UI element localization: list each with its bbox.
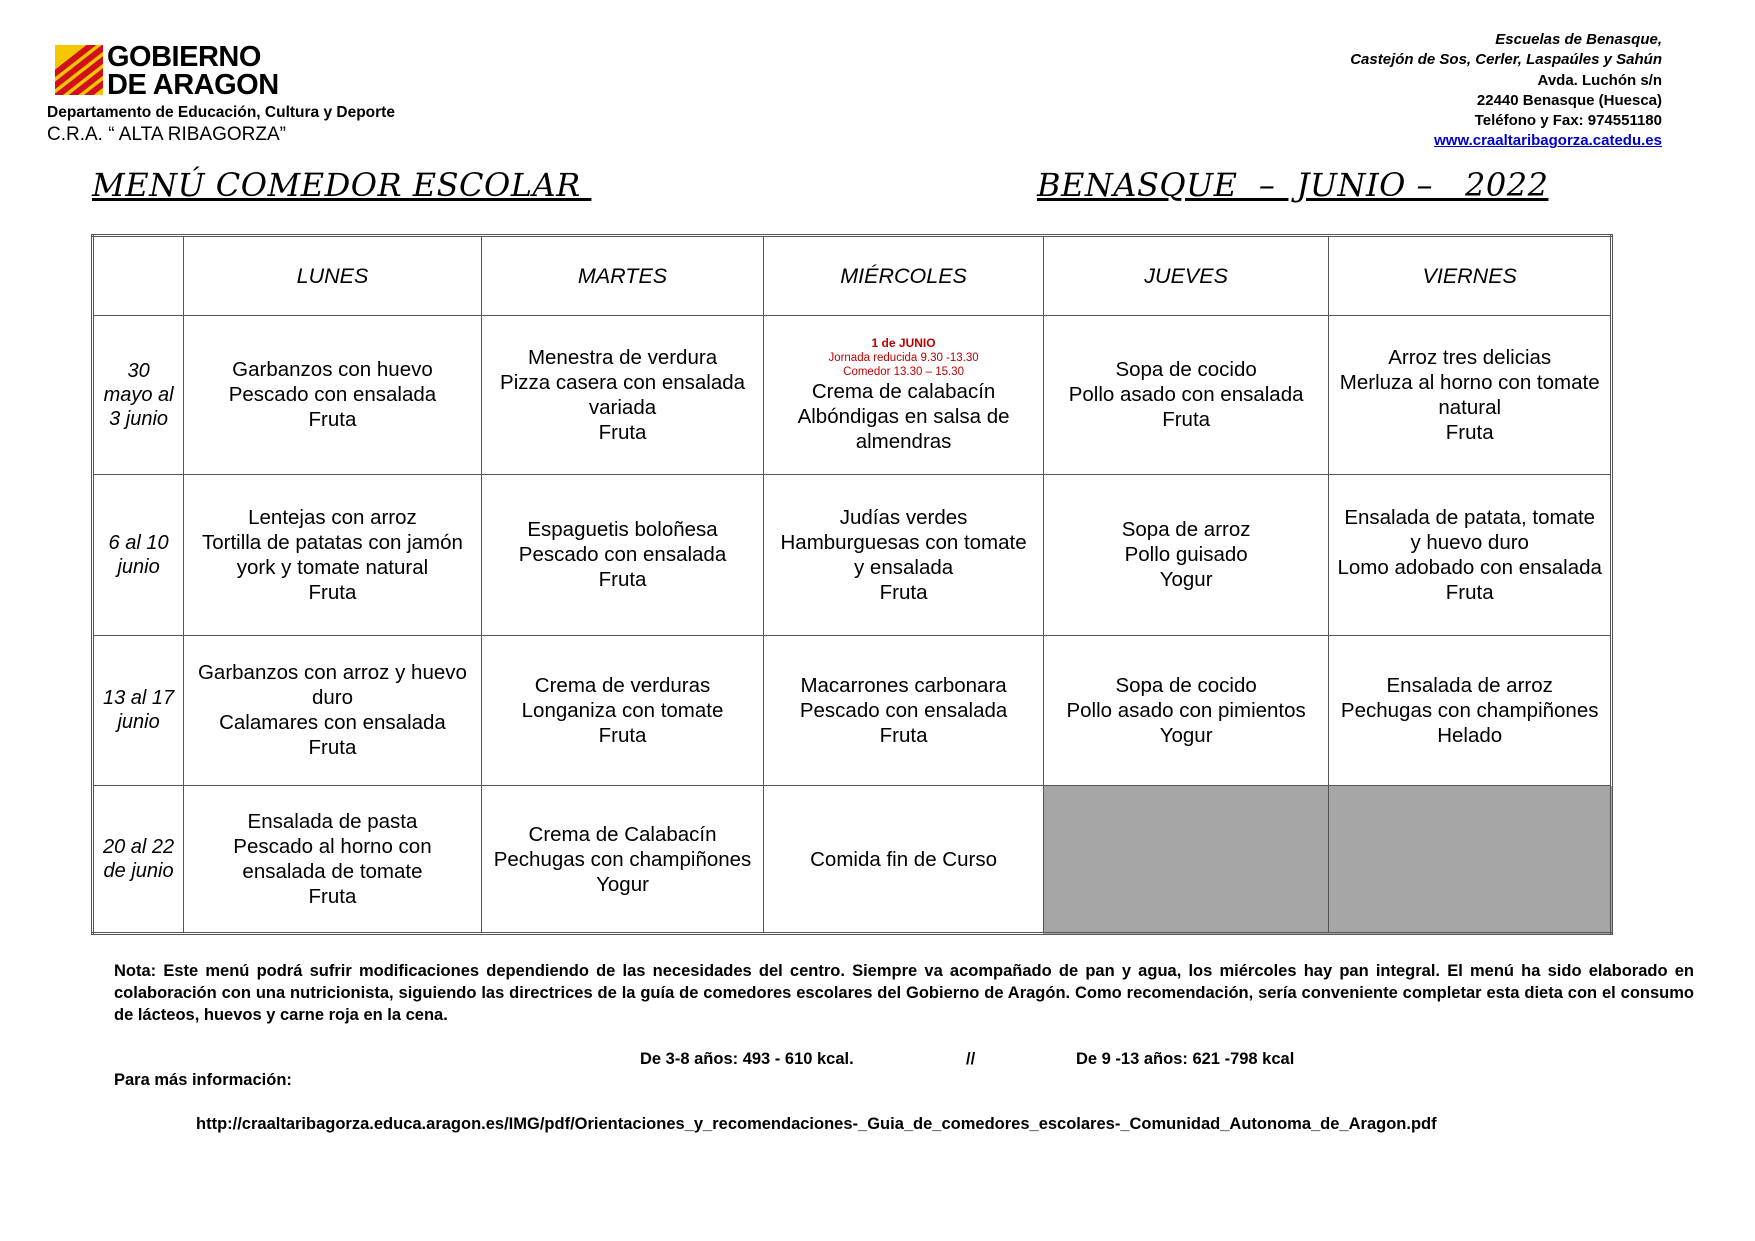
menu-cell <box>481 635 764 786</box>
dish-line: Pescado con ensalada <box>228 383 437 407</box>
dish-line: Yogur <box>1159 723 1213 747</box>
kcal-separator: // <box>966 1050 976 1068</box>
day-header: VIERNES <box>1329 236 1612 316</box>
school-line-3: Avda. Luchón s/n <box>1537 71 1662 89</box>
menu-cell <box>1043 474 1329 635</box>
dish-line: york y tomate natural <box>236 555 429 579</box>
menu-cell <box>764 635 1044 786</box>
empty-menu-cell <box>1043 786 1329 934</box>
dish-line: y huevo duro <box>1410 530 1529 554</box>
dish-line: Crema de calabacín <box>811 379 996 403</box>
menu-cell <box>481 474 764 635</box>
menu-title: MENÚ COMEDOR ESCOLAR <box>92 166 592 204</box>
dish-line: Fruta <box>598 723 647 747</box>
cra-name: C.R.A. “ ALTA RIBAGORZA” <box>47 124 286 145</box>
menu-cell <box>1329 635 1612 786</box>
menu-cell <box>1329 474 1612 635</box>
week-label <box>93 474 184 635</box>
dish-line: natural <box>1438 395 1502 419</box>
menu-cell <box>481 786 764 934</box>
menu-cell <box>1043 316 1329 475</box>
schedule-note-line: Jornada reducida 9.30 -13.30 <box>828 351 979 364</box>
week-label-line: 6 al 10 <box>108 531 169 554</box>
week-label-line: mayo al <box>103 383 174 406</box>
school-phone: Teléfono y Fax: 974551180 <box>1474 112 1662 130</box>
department-name: Departamento de Educación, Cultura y Deporte <box>47 104 395 121</box>
week-label <box>93 635 184 786</box>
dish-line: duro <box>311 686 353 710</box>
week-label-line: junio <box>117 711 160 734</box>
logo-text <box>107 43 279 99</box>
school-address <box>1350 30 1662 152</box>
day-header: JUEVES <box>1043 236 1329 316</box>
dish-line: Crema de verduras <box>534 673 711 697</box>
school-line-4: 22440 Benasque (Huesca) <box>1476 91 1662 109</box>
dish-line: y ensalada <box>853 555 954 579</box>
menu-cell <box>764 316 1044 475</box>
menu-cell <box>1329 316 1612 475</box>
schedule-note-line: Comedor 13.30 – 15.30 <box>843 365 964 378</box>
week-label <box>93 316 184 475</box>
school-line-2: Castejón de Sos, Cerler, Laspaúles y Sahún <box>1350 51 1662 69</box>
corner-cell <box>93 236 184 316</box>
menu-cell <box>764 474 1044 635</box>
dish-line: Pizza casera con ensalada <box>500 370 746 394</box>
kcal-9-13: De 9 -13 años: 621 -798 kcal <box>1076 1050 1295 1068</box>
menu-cell <box>184 786 482 934</box>
dish-line: almendras <box>855 429 952 453</box>
day-header-row <box>93 236 1612 316</box>
menu-table <box>91 234 1613 935</box>
dish-line: Pollo asado con pimientos <box>1066 698 1306 722</box>
dish-line: Albóndigas en salsa de <box>797 404 1010 428</box>
day-header: MIÉRCOLES <box>764 236 1044 316</box>
guide-url-link[interactable]: http://craaltaribagorza.educa.aragon.es/IMG/pdf/Orientaciones_y_recomendaciones-_Guia_de_comedores_escolares-_Comunidad_Autonoma_de_Aragon.pdf <box>196 1115 1437 1133</box>
kcal-3-8: De 3-8 años: 493 - 610 kcal. <box>640 1050 854 1068</box>
menu-cell <box>184 635 482 786</box>
dish-line: Fruta <box>1445 580 1494 604</box>
dish-line: ensalada de tomate <box>242 860 423 884</box>
menu-cell <box>184 474 482 635</box>
gobierno-aragon-logo <box>55 43 285 99</box>
dish-line: Fruta <box>308 736 357 760</box>
menu-note: Nota: Este menú podrá sufrir modificaciones dependiendo de las necesidades del centro. Siempre va acompañado de pan y agua, los miércoles hay pan integral. El menú ha sido elaborado en colaboración con una nutricionista, siguiendo las directrices de la guía de comedores escolares del Gobierno de Aragón. Como recomendación, sería conveniente completar esta dieta con el consumo de lácteos, huevos y carne roja en la cena. <box>114 962 1694 1024</box>
dish-line: Fruta <box>879 580 928 604</box>
dish-line: Longaniza con tomate <box>521 698 724 722</box>
dish-line: Pechugas con champiñones <box>493 847 752 871</box>
week-label-line: 3 junio <box>109 407 169 430</box>
week-label-line: 13 al 17 <box>103 687 175 710</box>
week-label-line: junio <box>117 555 160 578</box>
school-website-link[interactable]: www.craaltaribagorza.catedu.es <box>1434 132 1662 150</box>
dish-line: Pollo guisado <box>1124 543 1248 567</box>
dish-line: Ensalada de pasta <box>247 810 418 834</box>
dish-line: Fruta <box>598 568 647 592</box>
dish-line: Comida fin de Curso <box>810 847 997 871</box>
dish-line: Arroz tres delicias <box>1388 345 1552 369</box>
dish-line: Pechugas con champiñones <box>1340 698 1599 722</box>
dish-line: Fruta <box>1162 408 1211 432</box>
menu-cell <box>764 786 1044 934</box>
dish-line: Pescado con ensalada <box>518 543 727 567</box>
dish-line: Sopa de arroz <box>1121 518 1251 542</box>
dish-line: Pollo asado con ensalada <box>1068 383 1304 407</box>
dish-line: Lentejas con arroz <box>248 505 417 529</box>
info-label: Para más información: <box>114 1071 292 1089</box>
week-row <box>93 635 1612 786</box>
dish-line: Espaguetis boloñesa <box>527 518 718 542</box>
dish-line: Ensalada de patata, tomate <box>1344 505 1596 529</box>
dish-line: Sopa de cocido <box>1115 358 1257 382</box>
aragon-flag-icon <box>55 45 103 95</box>
dish-line: Hamburguesas con tomate <box>780 530 1027 554</box>
dish-line: Fruta <box>598 420 647 444</box>
dish-line: Garbanzos con arroz y huevo <box>197 661 467 685</box>
menu-location-date: BENASQUE – JUNIO – 2022 <box>1037 166 1549 204</box>
dish-line: Menestra de verdura <box>527 345 718 369</box>
dish-line: Yogur <box>596 872 649 896</box>
dish-line: Pescado con ensalada <box>799 698 1008 722</box>
dish-line: Pescado al horno con <box>233 835 432 859</box>
week-row <box>93 316 1612 475</box>
dish-line: Fruta <box>879 723 928 747</box>
dish-line: Tortilla de patatas con jamón <box>201 530 463 554</box>
dish-line: Judías verdes <box>839 505 968 529</box>
dish-line: Garbanzos con huevo <box>232 358 433 382</box>
dish-line: Fruta <box>1445 420 1494 444</box>
week-label-line: 30 <box>127 359 150 382</box>
empty-menu-cell <box>1329 786 1612 934</box>
day-header: MARTES <box>481 236 764 316</box>
dish-line: variada <box>588 395 657 419</box>
logo-line-2: DE ARAGON <box>107 69 279 101</box>
menu-cell <box>1043 635 1329 786</box>
dish-line: Yogur <box>1159 568 1213 592</box>
logo-line-1: GOBIERNO <box>107 41 261 73</box>
menu-cell <box>184 316 482 475</box>
dish-line: Sopa de cocido <box>1115 673 1257 697</box>
week-label-line: 20 al 22 <box>103 836 175 859</box>
day-header: LUNES <box>184 236 482 316</box>
dish-line: Calamares con ensalada <box>219 711 446 735</box>
schedule-note-title: 1 de JUNIO <box>871 335 936 350</box>
dish-line: Helado <box>1437 723 1503 747</box>
week-label-line: de junio <box>103 860 174 883</box>
dish-line: Fruta <box>308 580 357 604</box>
dish-line: Merluza al horno con tomate <box>1339 370 1600 394</box>
dish-line: Ensalada de arroz <box>1386 673 1553 697</box>
week-row <box>93 474 1612 635</box>
week-row <box>93 786 1612 934</box>
dish-line: Fruta <box>308 885 357 909</box>
week-label <box>93 786 184 934</box>
dish-line: Macarrones carbonara <box>800 673 1007 697</box>
dish-line: Crema de Calabacín <box>528 822 717 846</box>
dish-line: Lomo adobado con ensalada <box>1337 555 1602 579</box>
school-line-1: Escuelas de Benasque, <box>1495 31 1662 48</box>
menu-cell <box>481 316 764 475</box>
dish-line: Fruta <box>308 408 357 432</box>
